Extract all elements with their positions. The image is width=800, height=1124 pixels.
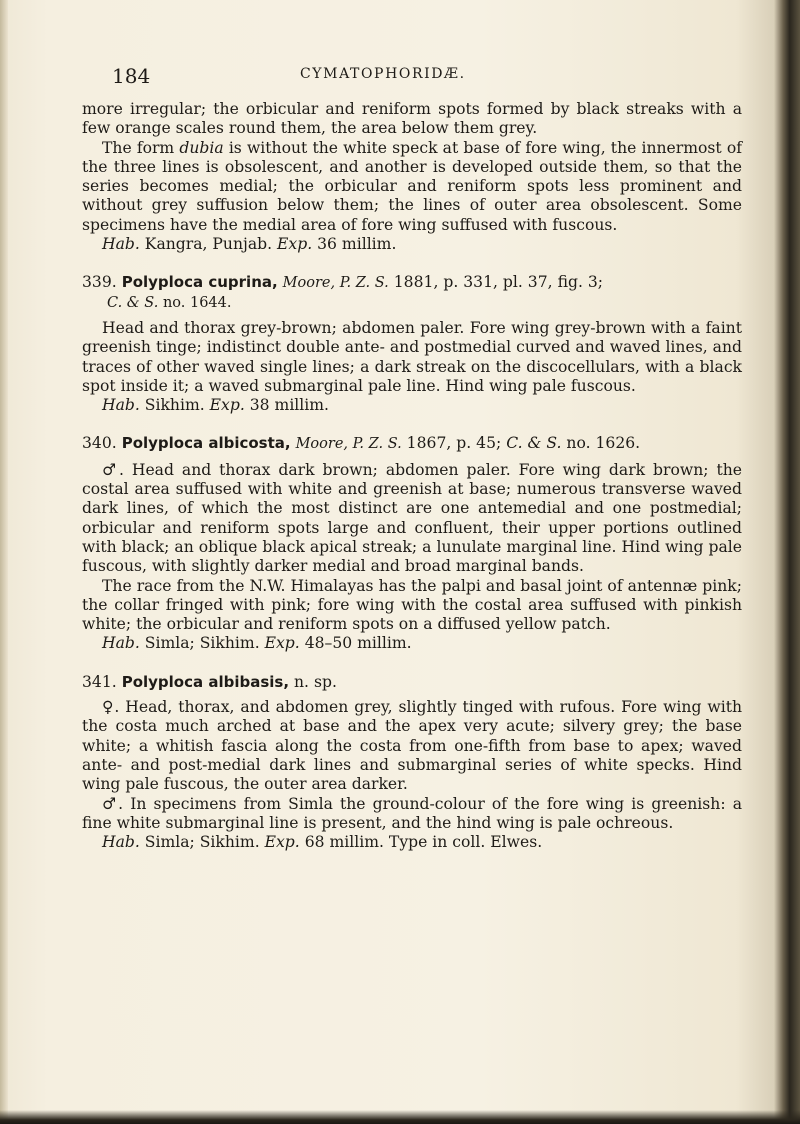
page-number: 184 [112, 64, 151, 88]
species-description: ♂. Head and thorax dark brown; abdomen paler. Fore wing dark brown; the costal area suffused with white and greenish at base; numerous transverse waved dark lines, of which the most distinct are one antemedial and one postmedial; orbicular and reniform spots large and confluent, their upper portions outlined with black; an oblique black apical streak; a lunulate marginal line. Hind wing pale fuscous, with slightly darker medial and broad marginal bands. [82, 460, 742, 576]
species-name: Polyploca albibasis, [121, 672, 290, 691]
book-spine-shadow [774, 0, 800, 1124]
species-entry-heading: 341. Polyploca albibasis, n. sp. [82, 672, 337, 691]
species-race-note: The race from the N.W. Himalayas has the palpi and basal joint of antennæ pink; the collar fringed with pink; fore wing with the costal area suffused with pinkish white; the orbicular and reniform spots on a diffused yellow patch. [82, 576, 742, 634]
intro-paragraph: more irregular; the orbicular and reniform spots formed by black streaks with a few orange scales round them, the area below them grey. [82, 100, 742, 138]
species-entry-heading: 339. Polyploca cuprina, Moore, P. Z. S. 1881, p. 331, pl. 37, fig. 3; [82, 273, 604, 292]
form-name: dubia [179, 138, 224, 157]
page-bottom-shadow [0, 1110, 800, 1124]
habitat-line: Hab. Simla; Sikhim. Exp. 68 millim. Type in coll. Elwes. [102, 833, 543, 852]
species-name: Polyploca albicosta, [121, 434, 291, 453]
species-reference: C. & S. no. 1644. [107, 294, 232, 311]
page-left-edge [0, 0, 8, 1124]
running-title: CYMATOPHORIDÆ. [300, 66, 466, 82]
species-description: Head and thorax grey-brown; abdomen paler. Fore wing grey-brown with a faint greenish tinge; indistinct double ante- and postmedial curved and waved lines, and traces of other waved single lines; a dark streak on the discocellulars, with a black spot inside it; a waved submarginal pale line. Hind wing pale fuscous. [82, 318, 742, 395]
habitat-line: Hab. Kangra, Punjab. Exp. 36 millim. [102, 235, 397, 254]
species-variant-note: ♂. In specimens from Simla the ground-colour of the fore wing is greenish: a fine white submarginal line is present, and the hind wing is pale ochreous. [82, 794, 742, 832]
habitat-line: Hab. Sikhim. Exp. 38 millim. [102, 396, 330, 415]
species-name: Polyploca cuprina, [121, 273, 278, 292]
dubia-paragraph: The form dubia is without the white speck at base of fore wing, the innermost of the three lines is obsolescent, and another is developed outside them, so that the series becomes medial; the orbicular and reniform spots less prominent and without grey suffusion below them; the lines of outer area obsolescent. Some specimens have the medial area of fore wing suffused with fuscous. [82, 138, 742, 234]
species-description: ♀. Head, thorax, and abdomen grey, slightly tinged with rufous. Fore wing with the costa much arched at base and the apex very acute; silvery grey; the base white; a whitish fascia along the costa from one-fifth from base to apex; waved ante- and post-medial dark lines and submarginal series of white specks. Hind wing pale fuscous, the outer area darker. [82, 698, 742, 794]
species-entry-heading: 340. Polyploca albicosta, Moore, P. Z. S. 1867, p. 45; C. & S. no. 1626. [82, 434, 641, 453]
habitat-line: Hab. Simla; Sikhim. Exp. 48–50 millim. [102, 634, 412, 653]
page-body [82, 100, 742, 852]
